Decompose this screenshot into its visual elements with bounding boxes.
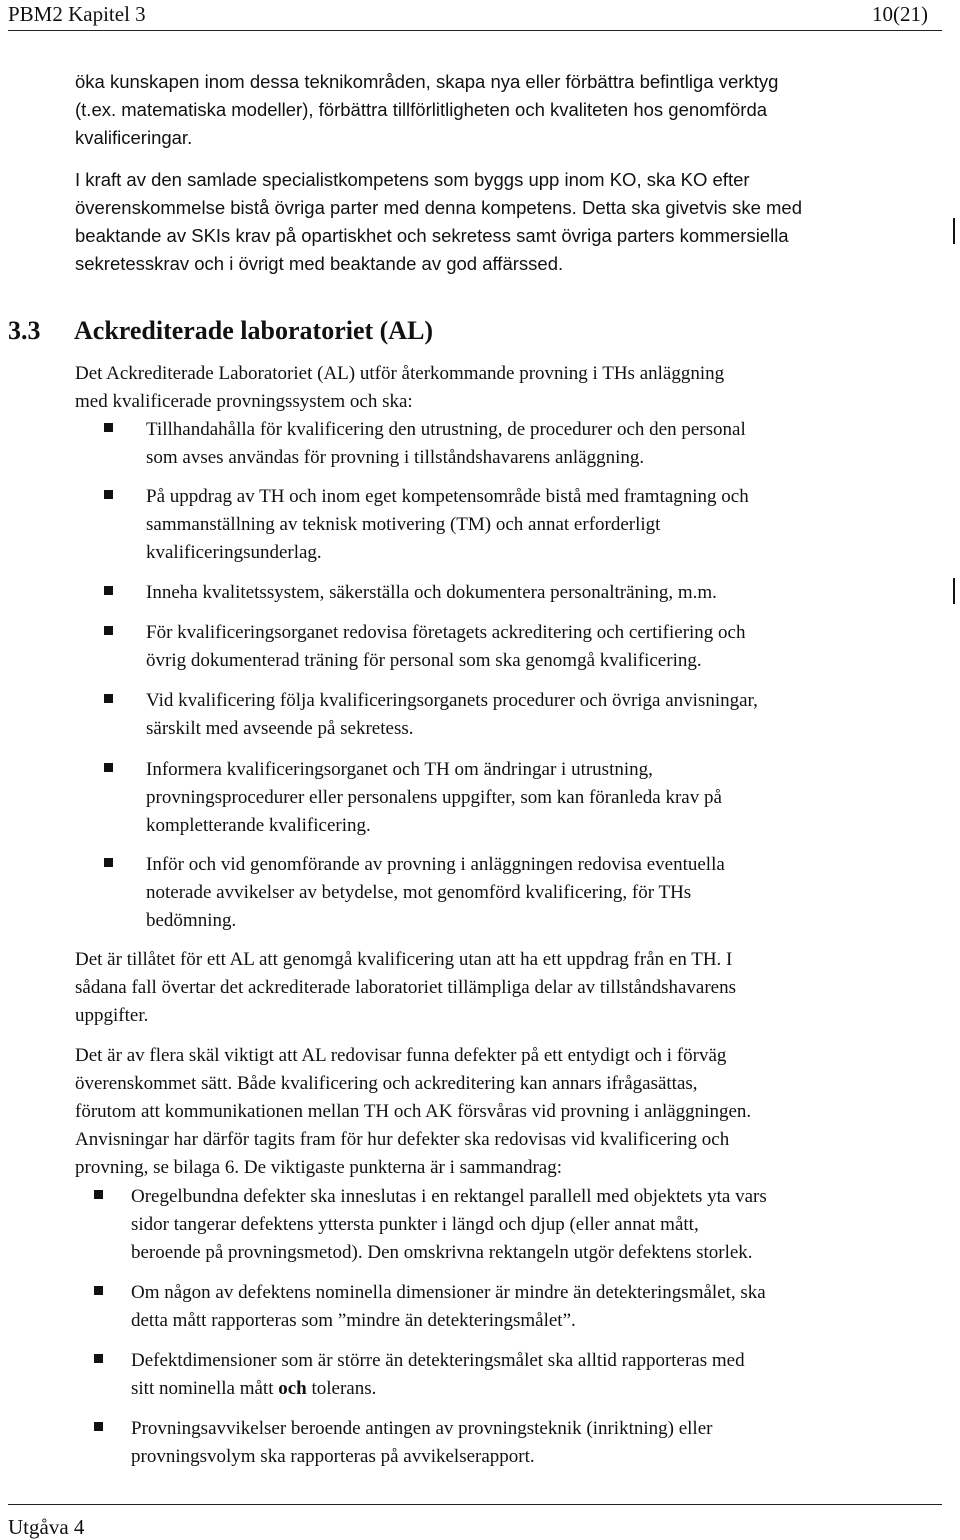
page-footer (8, 1504, 942, 1539)
bullet-icon (104, 423, 113, 432)
page-number: 10(21) (872, 2, 928, 26)
bullet-icon (104, 586, 113, 595)
bullet-icon (104, 626, 113, 635)
section-number: 3.3 (8, 316, 41, 345)
bullet-icon (94, 1286, 103, 1295)
bullet-icon (104, 763, 113, 772)
summary-item: Oregelbundna defekter ska inneslutas i en rektangel parallell med objektets yta vars sidor tangerar defektens yttersta punkter i längd och djup (eller annat mått, beroende på provningsmetod). Den omskrivna rektangeln utgör defektens storlek. (131, 1186, 767, 1263)
list-item: Inneha kvalitetssystem, säkerställa och dokumentera personalträning, m.m. (146, 582, 717, 603)
list-item: Vid kvalificering följa kvalificeringsorganets procedurer och övriga anvisningar, särskilt med avseende på sekretess. (146, 690, 758, 739)
intro-paragraph-2: I kraft av den samlade specialistkompetens som byggs upp inom KO, ska KO efter överenskommelse bistå övriga parter med denna kompetens. Detta ska givetvis ske med beaktande av SKIs krav på opartiskhet och sekretess samt övriga parters kommersiella sekretesskrav och i övrigt med beaktande av god affärssed. (75, 169, 802, 274)
bullet-icon (94, 1354, 103, 1363)
paragraph-reasons: Det är av flera skäl viktigt att AL redovisar funna defekter på ett entydigt och i förväg överenskommet sätt. Både kvalificering och ackreditering kan annars ifrågasättas, förutom att kommunikationen mellan TH och AK försvåras vid provning i anläggningen. Anvisningar har därför tagits fram för hur defekter ska redovisas vid kvalificering och provning, se bilaga 6. De viktigaste punkterna är i sammandrag: (75, 1045, 752, 1178)
page-header (8, 2, 942, 31)
summary-item: Provningsavvikelser beroende antingen av provningsteknik (inriktning) eller provningsvolym ska rapporteras på avvikelserapport. (131, 1418, 713, 1467)
revision-bar (953, 218, 955, 244)
summary-item: Om någon av defektens nominella dimensioner är mindre än detekteringsmålet, ska detta mått rapporteras som ”mindre än detekteringsmålet”. (131, 1282, 766, 1331)
section-title: Ackrediterade laboratoriet (AL) (74, 316, 434, 345)
list-item: För kvalificeringsorganet redovisa företagets ackreditering och certifiering och övrig dokumenterad träning för personal som ska genomgå kvalificering. (146, 622, 746, 671)
edition-label: Utgåva 4 (8, 1515, 85, 1539)
list-item: Tillhandahålla för kvalificering den utrustning, de procedurer och den personal som avses användas för provning i tillståndshavarens anläggning. (146, 419, 746, 468)
revision-bar (953, 578, 955, 604)
list-item: På uppdrag av TH och inom eget kompetensområde bistå med framtagning och sammanställning av teknisk motivering (TM) och annat erforderligt kvalificeringsunderlag. (146, 486, 749, 563)
section-heading (8, 316, 433, 346)
list-item: Inför och vid genomförande av provning i anläggningen redovisa eventuella noterade avvikelser av betydelse, mot genomförd kvalificering, för THs bedömning. (146, 854, 725, 931)
summary-item: Defektdimensioner som är större än detekteringsmålet ska alltid rapporteras med sitt nominella mått och tolerans. (131, 1350, 745, 1399)
bullet-icon (104, 858, 113, 867)
document-title: PBM2 Kapitel 3 (8, 2, 146, 26)
intro-paragraph-1: öka kunskapen inom dessa teknikområden, skapa nya eller förbättra befintliga verktyg (t.ex. matematiska modeller), förbättra tillförlitligheten och kvaliteten hos genomförda kvalificeringar. (75, 71, 779, 148)
section-intro: Det Ackrediterade Laboratoriet (AL) utför återkommande provning i THs anläggning med kvalificerade provningssystem och ska: (75, 363, 725, 412)
bullet-icon (104, 694, 113, 703)
bullet-icon (94, 1422, 103, 1431)
bullet-icon (94, 1190, 103, 1199)
paragraph-allowed: Det är tillåtet för ett AL att genomgå kvalificering utan att ha ett uppdrag från en TH. I sådana fall övertar det ackrediterade laboratoriet tillämpliga delar av tillståndshavarens uppgifter. (75, 949, 737, 1026)
bullet-icon (104, 490, 113, 499)
list-item: Informera kvalificeringsorganet och TH om ändringar i utrustning, provningsprocedurer eller personalens uppgifter, som kan föranleda krav på kompletterande kvalificering. (146, 759, 722, 836)
